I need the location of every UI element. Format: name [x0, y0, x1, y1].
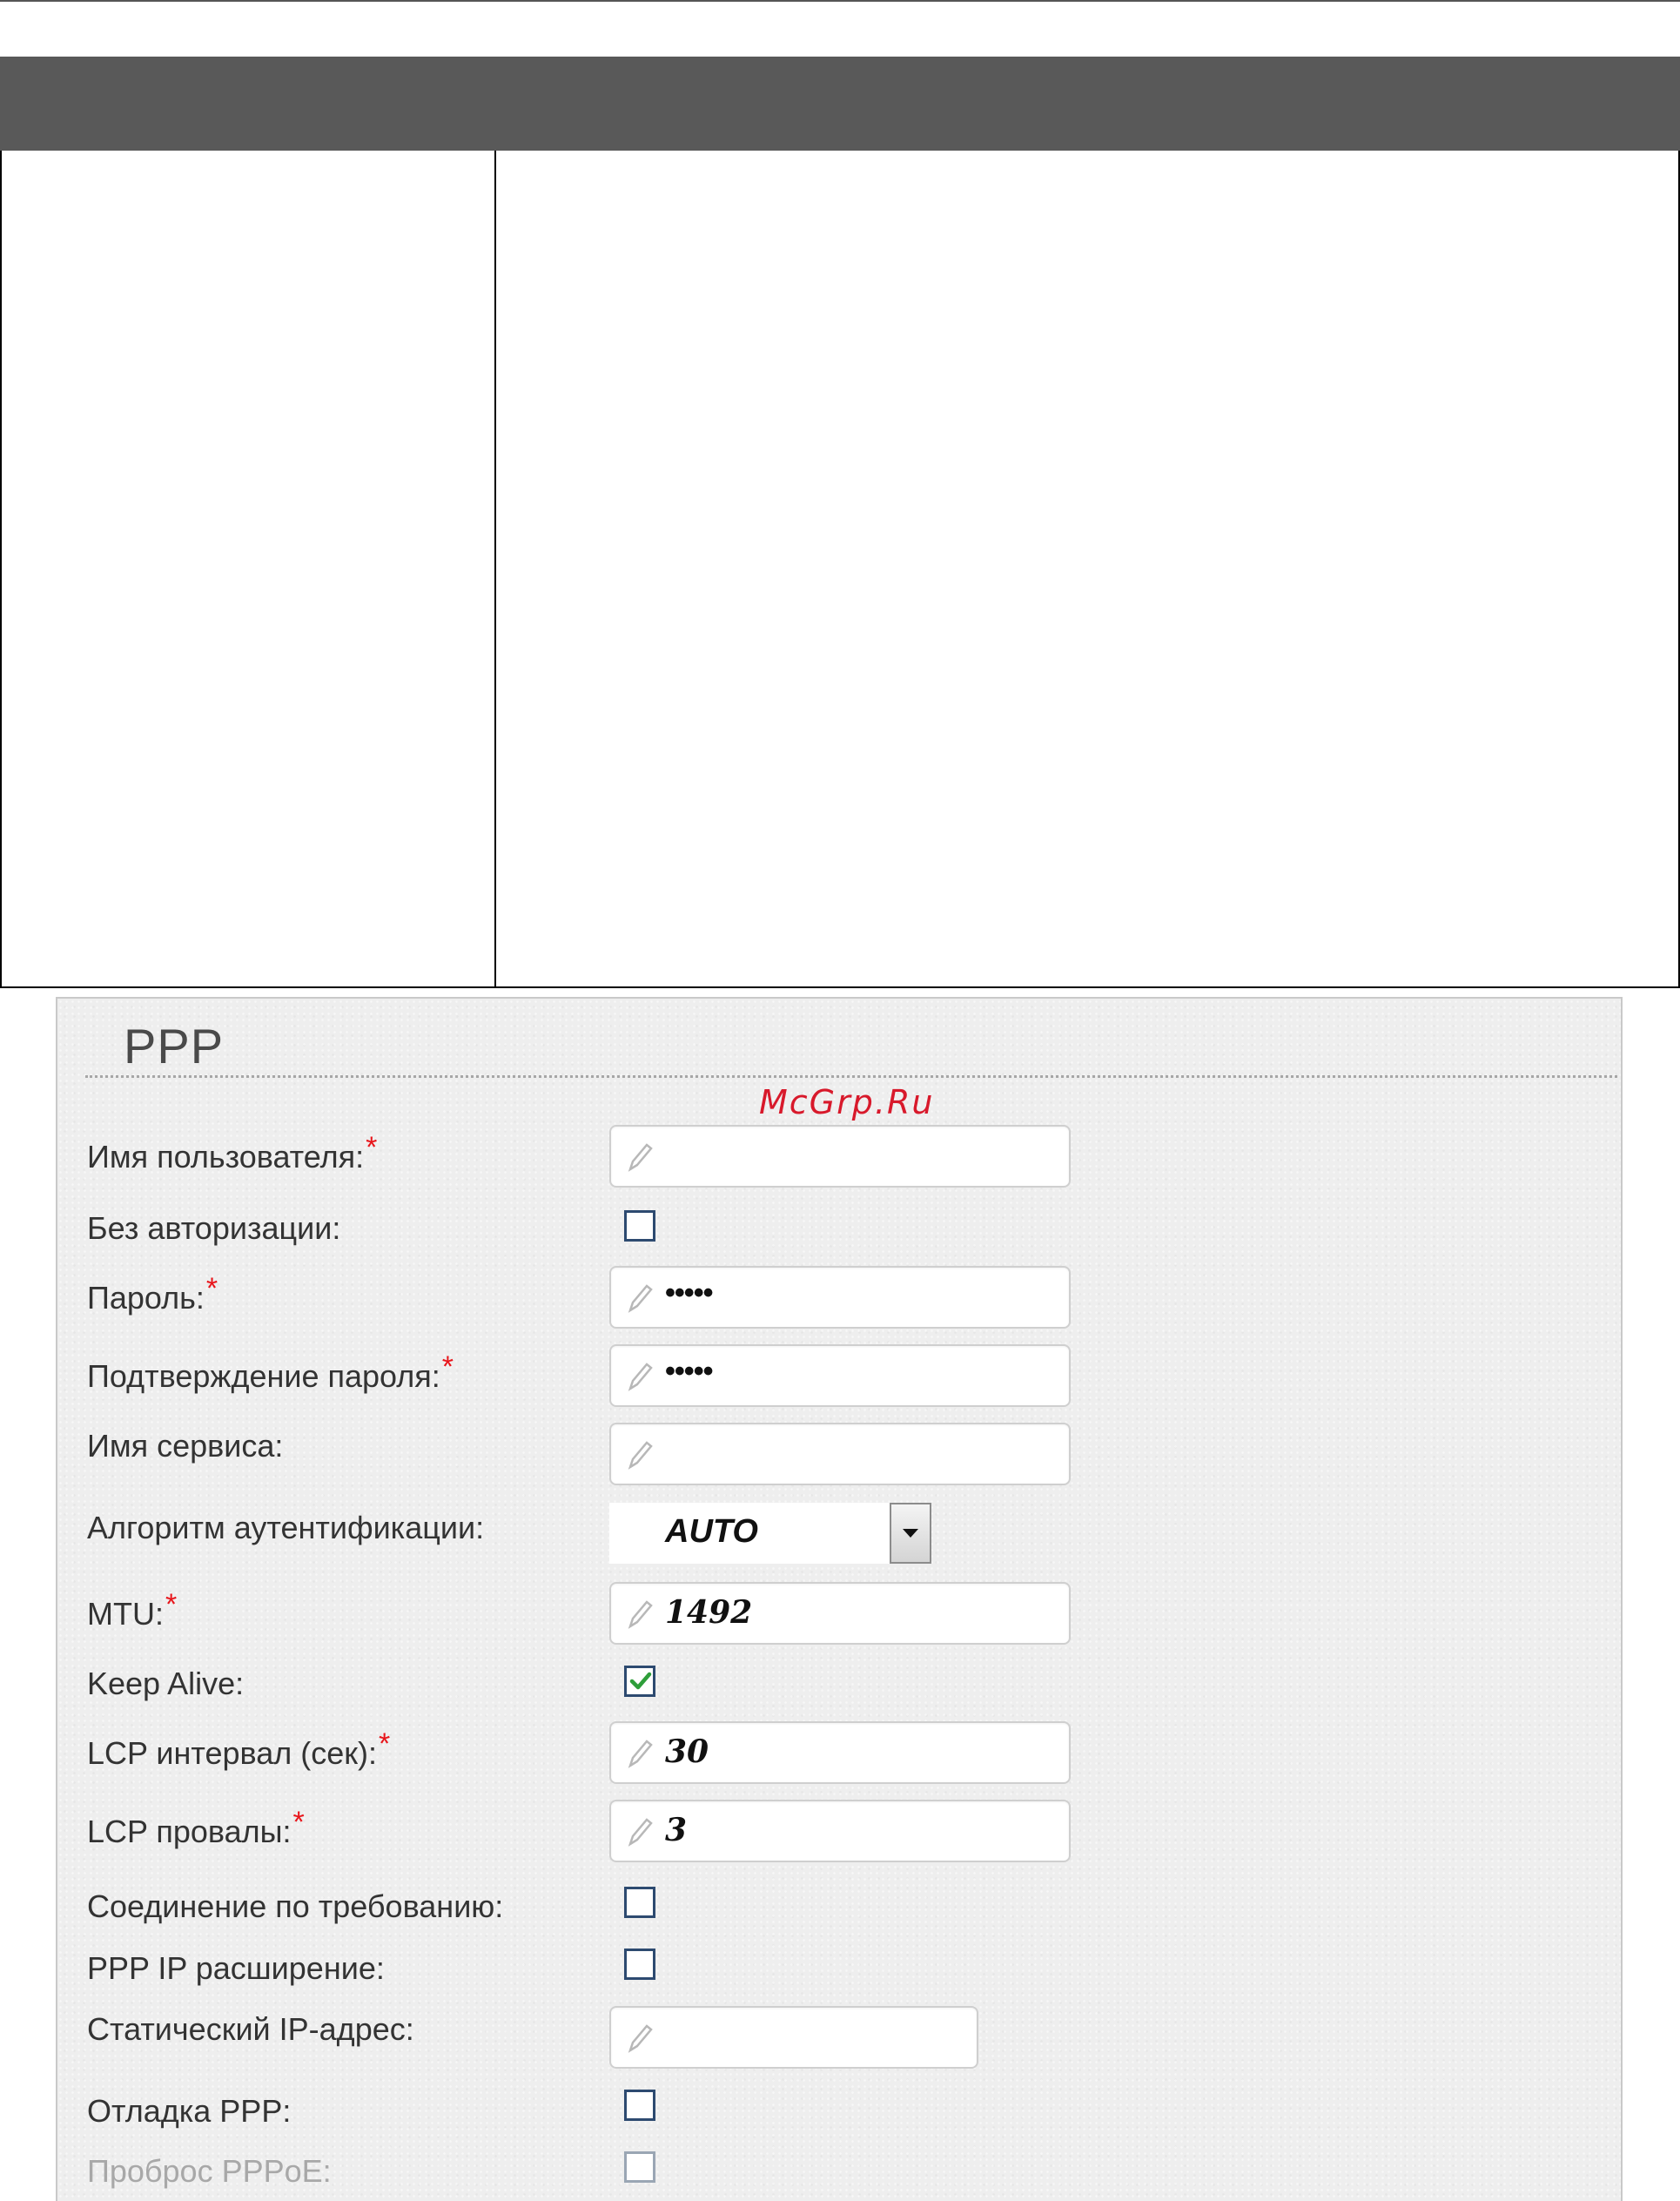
username-input[interactable]	[609, 1125, 1071, 1188]
ppp-settings-panel	[56, 997, 1623, 2201]
static-ip-input[interactable]	[609, 2006, 978, 2069]
keep-alive-label: Keep Alive:	[87, 1666, 245, 1701]
pencil-icon	[623, 1359, 658, 1394]
password-confirm-input[interactable]	[609, 1344, 1071, 1407]
required-star: *	[205, 1272, 218, 1305]
pppoe-passthrough-checkbox[interactable]	[624, 2151, 655, 2183]
lcp-fails-input[interactable]	[609, 1800, 1071, 1862]
auth-algorithm-select[interactable]	[609, 1503, 931, 1564]
lcp-interval-label: LCP интервал (сек):*	[87, 1727, 391, 1771]
required-star: *	[379, 1727, 391, 1760]
pencil-icon	[623, 1437, 658, 1472]
pppoe-passthrough-label: Проброс PPPoE:	[87, 2153, 332, 2189]
ppp-debug-label: Отладка PPP:	[87, 2093, 292, 2129]
mtu-input[interactable]	[609, 1582, 1071, 1645]
password-input[interactable]	[609, 1266, 1071, 1329]
pencil-icon	[623, 1140, 658, 1175]
password-confirm-value: •••••	[665, 1355, 713, 1388]
keep-alive-checkbox[interactable]	[624, 1666, 655, 1697]
password-label: Пароль:*	[87, 1272, 218, 1316]
panel-title-divider	[85, 1075, 1617, 1078]
username-label: Имя пользователя:*	[87, 1131, 378, 1175]
chevron-down-icon[interactable]	[890, 1503, 931, 1564]
service-name-input[interactable]	[609, 1423, 1071, 1485]
auth-algorithm-label: Алгоритм аутентификации:	[87, 1510, 485, 1545]
ppp-debug-checkbox[interactable]	[624, 2090, 655, 2121]
panel-title: PPP	[124, 1019, 225, 1074]
table-body	[0, 151, 1680, 988]
on-demand-label: Соединение по требованию:	[87, 1888, 504, 1924]
watermark: McGrp.Ru	[759, 1083, 935, 1121]
static-ip-label: Статический IP-адрес:	[87, 2011, 414, 2047]
lcp-fails-label: LCP провалы:*	[87, 1806, 305, 1849]
ppp-ip-ext-checkbox[interactable]	[624, 1949, 655, 1980]
table-column-divider	[494, 151, 496, 986]
required-star: *	[441, 1350, 454, 1383]
no-auth-checkbox[interactable]	[624, 1210, 655, 1242]
pencil-icon	[623, 1736, 658, 1771]
required-star: *	[165, 1588, 178, 1621]
password-value: •••••	[665, 1276, 713, 1309]
lcp-interval-value: 30	[665, 1733, 709, 1770]
on-demand-checkbox[interactable]	[624, 1887, 655, 1918]
mtu-label: MTU:*	[87, 1588, 178, 1632]
ppp-ip-ext-label: PPP IP расширение:	[87, 1950, 385, 1986]
document-table	[0, 57, 1680, 988]
pencil-icon	[623, 1597, 658, 1632]
password-confirm-label: Подтверждение пароля:*	[87, 1350, 454, 1394]
top-rule	[0, 0, 1680, 2]
pencil-icon	[623, 1814, 658, 1849]
service-name-label: Имя сервиса:	[87, 1428, 284, 1464]
required-star: *	[292, 1806, 305, 1839]
lcp-fails-value: 3	[665, 1812, 688, 1848]
mtu-value: 1492	[665, 1594, 753, 1631]
lcp-interval-input[interactable]	[609, 1721, 1071, 1784]
table-header-bar	[0, 57, 1680, 151]
pencil-icon	[623, 1281, 658, 1316]
auth-algorithm-value: AUTO	[665, 1513, 758, 1550]
no-auth-label: Без авторизации:	[87, 1210, 341, 1246]
required-star: *	[366, 1131, 378, 1164]
pencil-icon	[623, 2021, 658, 2056]
checkmark-icon	[628, 1668, 654, 1694]
